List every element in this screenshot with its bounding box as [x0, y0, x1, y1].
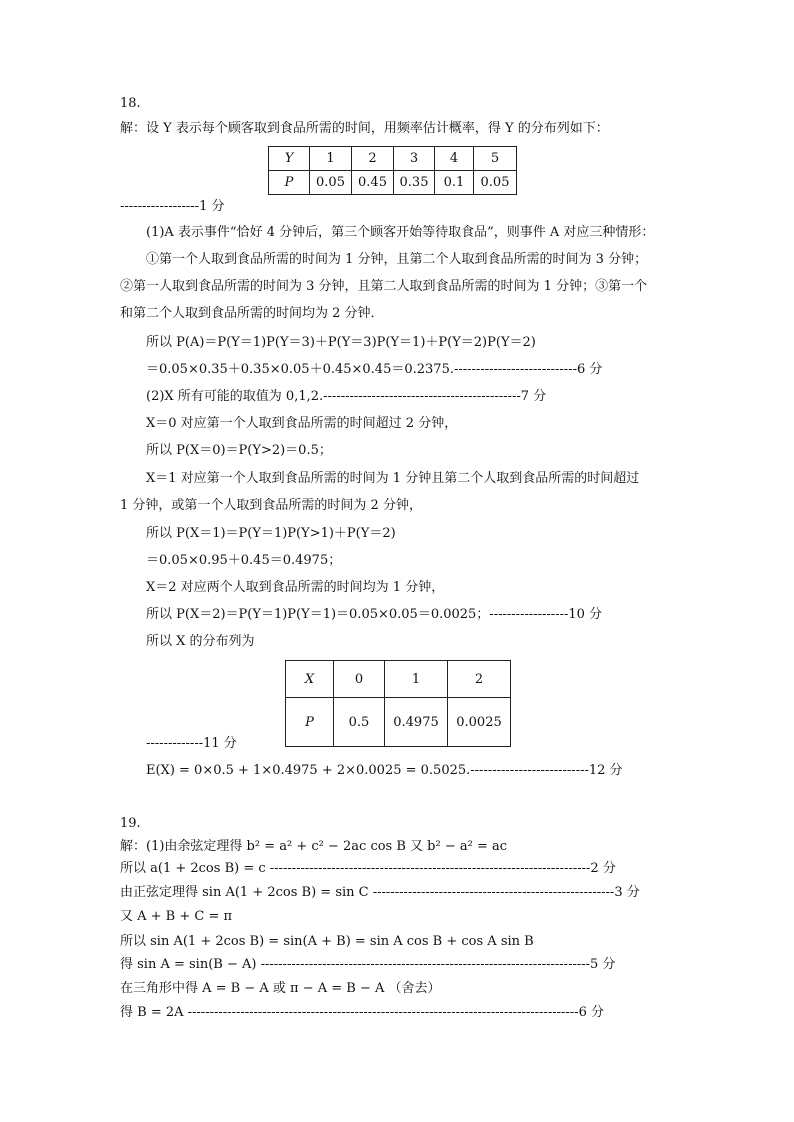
table-cell: 4 [435, 147, 474, 171]
table-row [269, 171, 517, 195]
part1-text: 和第二个人取到食品所需的时间均为 2 分钟． [120, 306, 384, 321]
table-row [286, 698, 511, 747]
score-marker: -------------11 分 [146, 736, 237, 751]
part2-text: 1 分钟，或第一个人取到食品所需的时间为 2 分钟， [120, 498, 422, 513]
q18-intro: 解：设 Y 表示每个顾客取到食品所需的时间，用频率估计概率，得 Y 的分布列如下： [120, 121, 609, 136]
q18-number: 18. [120, 96, 141, 111]
part2-text: 所以 X 的分布列为 [146, 634, 255, 649]
table-cell: 0.1 [435, 171, 474, 195]
table-cell: 0.05 [474, 171, 517, 195]
q19-solution-line: 由正弦定理得 sin A(1 + 2cos B) = sin C -------------------------------------------------------3 分 [120, 885, 640, 900]
table-cell: 0.5 [334, 698, 385, 747]
table-cell: 2 [352, 147, 394, 171]
y-distribution-table [268, 146, 517, 195]
table-header-row [269, 147, 517, 171]
part2-formula: ＝0.05×0.95＋0.45＝0.4975； [146, 553, 342, 568]
table-cell: 3 [394, 147, 435, 171]
part2-text: X＝1 对应第一个人取到食品所需的时间为 1 分钟且第二个人取到食品所需的时间超过 [146, 471, 640, 486]
table-cell: P [269, 171, 310, 195]
score-marker: ------------------1 分 [120, 199, 225, 214]
table-cell: Y [269, 147, 310, 171]
q19-solution-line: 解：(1)由余弦定理得 b² = a² + c² − 2ac cos B 又 b² − a² = ac [120, 839, 508, 854]
part1-text: (1)A 表示事件“恰好 4 分钟后，第三个顾客开始等待取食品”，则事件 A 对应三种情形： [146, 225, 655, 240]
part2-formula: 所以 P(X＝2)＝P(Y＝1)P(Y＝1)＝0.05×0.05＝0.0025；------------------10 分 [146, 607, 603, 622]
part2-formula: 所以 P(X＝0)＝P(Y>2)＝0.5； [146, 443, 332, 458]
part1-text: ②第一人取到食品所需的时间为 3 分钟，且第二人取到食品所需的时间为 1 分钟；③第一个 [120, 279, 648, 294]
x-distribution-table [285, 660, 511, 747]
part2-text: X＝0 对应第一个人取到食品所需的时间超过 2 分钟， [146, 416, 458, 431]
q19-solution-line: 得 B = 2A -----------------------------------------------------------------------------------------6 分 [120, 1005, 604, 1020]
table-cell: 5 [474, 147, 517, 171]
table-cell: 2 [448, 661, 511, 698]
part2-text: X＝2 对应两个人取到食品所需的时间均为 1 分钟， [146, 580, 445, 595]
q19-number: 19. [120, 816, 141, 831]
part1-formula: 所以 P(A)＝P(Y＝1)P(Y＝3)＋P(Y＝3)P(Y＝1)＋P(Y＝2)P(Y＝2) [146, 335, 536, 350]
table-cell: 0.45 [352, 171, 394, 195]
table-cell: 0.05 [310, 171, 352, 195]
table-cell: 1 [310, 147, 352, 171]
table-cell: X [286, 661, 334, 698]
q19-solution-line: 又 A + B + C = π [120, 909, 233, 924]
part2-formula: 所以 P(X＝1)＝P(Y＝1)P(Y>1)＋P(Y＝2) [146, 526, 396, 541]
part2-text: (2)X 所有可能的取值为 0,1,2.---------------------------------------------7 分 [146, 389, 547, 404]
table-cell: 0.35 [394, 171, 435, 195]
part1-text: ①第一个人取到食品所需的时间为 1 分钟，且第二个人取到食品所需的时间为 3 分钟； [146, 252, 648, 267]
table-header-row [286, 661, 511, 698]
table-cell: 0.0025 [448, 698, 511, 747]
table-cell: 0.4975 [385, 698, 448, 747]
table-cell: 1 [385, 661, 448, 698]
q19-solution-line: 所以 sin A(1 + 2cos B) = sin(A + B) = sin A cos B + cos A sin B [120, 934, 534, 949]
table-cell: P [286, 698, 334, 747]
table-cell: 0 [334, 661, 385, 698]
expectation-formula: E(X) = 0×0.5 + 1×0.4975 + 2×0.0025 = 0.5025.---------------------------12 分 [146, 763, 623, 778]
q19-solution-line: 得 sin A = sin(B − A) ---------------------------------------------------------------------------5 分 [120, 957, 616, 972]
part1-formula: ＝0.05×0.35＋0.35×0.05＋0.45×0.45＝0.2375.----------------------------6 分 [146, 362, 603, 377]
q19-solution-line: 所以 a(1 + 2cos B) = c -------------------------------------------------------------------------2 分 [120, 861, 616, 876]
q19-solution-line: 在三角形中得 A = B − A 或 π − A = B − A （舍去） [120, 981, 441, 996]
